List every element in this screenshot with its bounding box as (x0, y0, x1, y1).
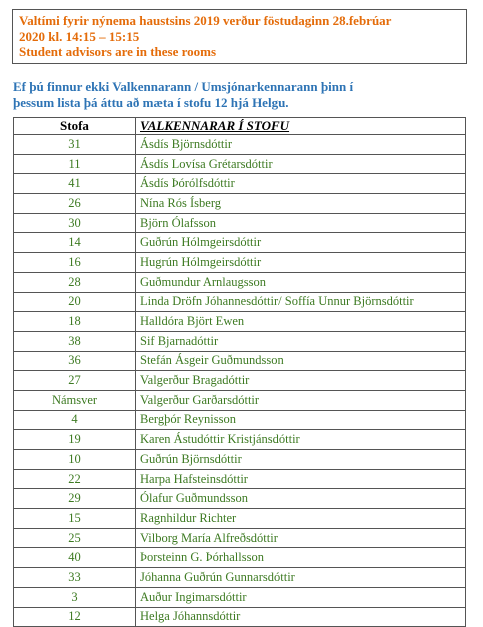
advisor-name-cell: Linda Dröfn Jóhannesdóttir/ Soffía Unnur Björnsdóttir (136, 292, 466, 312)
table-row (14, 489, 466, 509)
table-row (14, 450, 466, 470)
room-number-cell: 11 (14, 154, 136, 174)
table-row (14, 410, 466, 430)
room-number-cell: 40 (14, 548, 136, 568)
table-row (14, 351, 466, 371)
intro-line-1: Ef þú finnur ekki Valkennarann / Umsjónarkennarann þinn í (13, 79, 354, 94)
room-number-cell: 3 (14, 587, 136, 607)
advisor-name-cell: Nína Rós Ísberg (136, 194, 466, 214)
advisor-name-cell: Harpa Hafsteinsdóttir (136, 469, 466, 489)
table-row (14, 194, 466, 214)
table-row (14, 509, 466, 529)
room-number-cell: 16 (14, 253, 136, 273)
room-number-cell: 26 (14, 194, 136, 214)
room-number-cell: 19 (14, 430, 136, 450)
column-header-room: Stofa (14, 118, 136, 135)
room-number-cell: 27 (14, 371, 136, 391)
intro-line-2: þessum lista þá áttu að mæta í stofu 12 hjá Helgu. (13, 94, 289, 110)
room-number-cell: 25 (14, 528, 136, 548)
advisor-name-cell: Karen Ástudóttir Kristjánsdóttir (136, 430, 466, 450)
advisor-name-cell: Ragnhildur Richter (136, 509, 466, 529)
notice-line-time: 2020 kl. 14:15 – 15:15 (19, 28, 140, 44)
advisor-name-cell: Auður Ingimarsdóttir (136, 587, 466, 607)
advisor-name-cell: Valgerður Garðarsdóttir (136, 390, 466, 410)
room-number-cell: 29 (14, 489, 136, 509)
intro-text (13, 79, 473, 110)
advisor-name-cell: Halldóra Björt Ewen (136, 312, 466, 332)
advisor-name-cell: Ásdís Þórólfsdóttir (136, 174, 466, 194)
room-number-cell: 36 (14, 351, 136, 371)
room-number-cell: 28 (14, 272, 136, 292)
table-row (14, 371, 466, 391)
table-row (14, 154, 466, 174)
notice-box (12, 9, 467, 64)
column-header-advisors: VALKENNARAR Í STOFU (136, 118, 466, 135)
advisor-name-cell: Ásdís Björnsdóttir (136, 135, 466, 155)
room-number-cell: 18 (14, 312, 136, 332)
advisor-name-cell: Sif Bjarnadóttir (136, 331, 466, 351)
table-row (14, 213, 466, 233)
advisor-name-cell: Valgerður Bragadóttir (136, 371, 466, 391)
table-header-row (14, 118, 466, 135)
room-number-cell: 41 (14, 174, 136, 194)
table-row (14, 135, 466, 155)
room-number-cell: 10 (14, 450, 136, 470)
table-body (14, 135, 466, 627)
room-number-cell: 20 (14, 292, 136, 312)
advisor-name-cell: Guðrún Björnsdóttir (136, 450, 466, 470)
room-number-cell: 31 (14, 135, 136, 155)
room-number-cell: 4 (14, 410, 136, 430)
table-row (14, 548, 466, 568)
advisor-name-cell: Jóhanna Guðrún Gunnarsdóttir (136, 568, 466, 588)
advisor-name-cell: Stefán Ásgeir Guðmundsson (136, 351, 466, 371)
table-row (14, 233, 466, 253)
room-number-cell: 30 (14, 213, 136, 233)
advisor-name-cell: Ólafur Guðmundsson (136, 489, 466, 509)
table-row (14, 568, 466, 588)
table-row (14, 253, 466, 273)
advisor-name-cell: Björn Ólafsson (136, 213, 466, 233)
table-row (14, 430, 466, 450)
room-number-cell: 12 (14, 607, 136, 627)
room-number-cell: 38 (14, 331, 136, 351)
table-row (14, 312, 466, 332)
table-row (14, 587, 466, 607)
table-row (14, 272, 466, 292)
room-number-cell: Námsver (14, 390, 136, 410)
advisor-name-cell: Hugrún Hólmgeirsdóttir (136, 253, 466, 273)
advisor-name-cell: Bergþór Reynisson (136, 410, 466, 430)
advisor-name-cell: Helga Jóhannsdóttir (136, 607, 466, 627)
notice-line-english: Student advisors are in these rooms (19, 44, 217, 59)
room-assignment-table (13, 117, 466, 627)
table-row (14, 331, 466, 351)
advisor-name-cell: Ásdís Lovísa Grétarsdóttir (136, 154, 466, 174)
table-row (14, 174, 466, 194)
room-number-cell: 14 (14, 233, 136, 253)
advisor-name-cell: Guðmundur Arnlaugsson (136, 272, 466, 292)
notice-line-date: Valtími fyrir nýnema haustsins 2019 verður föstudaginn 28.febrúar (19, 13, 392, 28)
room-number-cell: 22 (14, 469, 136, 489)
advisor-name-cell: Vilborg María Alfreðsdóttir (136, 528, 466, 548)
table-row (14, 607, 466, 627)
advisor-name-cell: Guðrún Hólmgeirsdóttir (136, 233, 466, 253)
advisor-name-cell: Þorsteinn G. Þórhallsson (136, 548, 466, 568)
table-row (14, 292, 466, 312)
table-row (14, 390, 466, 410)
room-number-cell: 15 (14, 509, 136, 529)
room-number-cell: 33 (14, 568, 136, 588)
table-row (14, 469, 466, 489)
table-row (14, 528, 466, 548)
